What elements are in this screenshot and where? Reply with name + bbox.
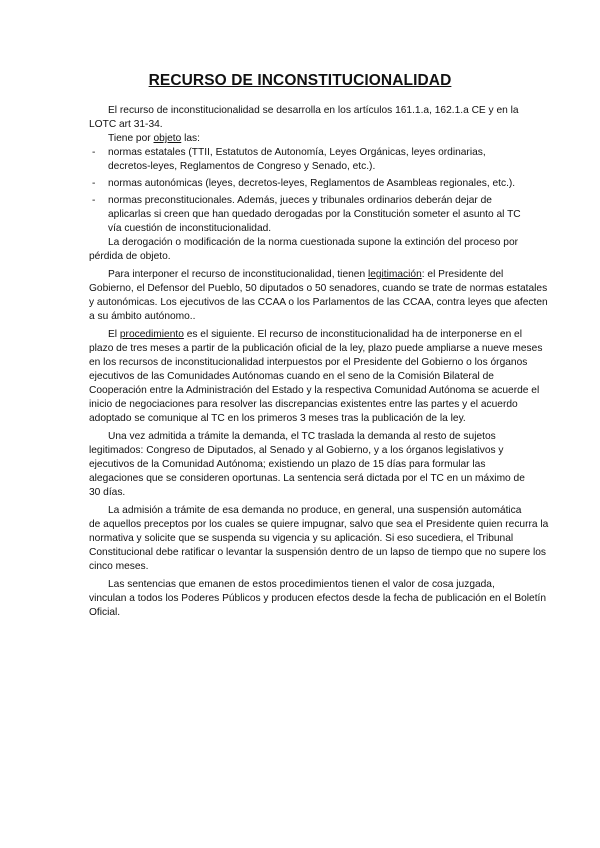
- bullet-1-line-1: normas estatales (TTII, Estatutos de Autonomía, Leyes Orgánicas, leyes ordinarias,: [108, 147, 486, 158]
- bullet-1-line-2: decretos-leyes, Reglamentos de Congreso y Senado, etc.).: [108, 161, 376, 172]
- document-title: RECURSO DE INCONSTITUCIONALIDAD: [148, 72, 452, 89]
- legitimacion-line-4: a su ámbito autónomo..: [89, 311, 196, 322]
- admision-line-2: de aquellos preceptos por los cuales se quiere impugnar, salvo que sea el Presidente quien recurra la: [89, 519, 549, 530]
- bullet-marker-1: -: [92, 147, 96, 158]
- objeto-post: las:: [181, 133, 200, 144]
- legitimacion-keyword: legitimación: [367, 269, 422, 280]
- objeto-keyword: objeto: [153, 133, 182, 144]
- bullet-3-line-3: vía cuestión de inconstitucionalidad.: [108, 223, 272, 234]
- bullet-3-line-2: aplicarlas si creen que han quedado derogadas por la Constitución someter el asunto al TC: [108, 209, 521, 220]
- sentencias-line-3: Oficial.: [89, 607, 121, 618]
- procedimiento-keyword: procedimiento: [119, 329, 184, 340]
- legitimacion-line-2: Gobierno, el Defensor del Pueblo, 50 diputados o 50 senadores, cuando se trate de normas estatales: [89, 283, 548, 294]
- intro-line-2: LOTC art 31-34.: [89, 119, 163, 130]
- admision-line-4: Constitucional debe ratificar o levantar la suspensión dentro de un lapso de tiempo que no supere los: [89, 547, 547, 558]
- legitimacion-line-1: [108, 268, 503, 282]
- procedimiento-line-4: ejecutivos de las Comunidades Autónomas cuando en el seno de la Comisión Bilateral de: [89, 371, 494, 382]
- bullet-2-line-1: normas autonómicas (leyes, decretos-leyes, Reglamentos de Asambleas regionales, etc.).: [108, 178, 516, 189]
- intro-line-1: El recurso de inconstitucionalidad se desarrolla en los artículos 161.1.a, 162.1.a CE y en la: [108, 105, 519, 116]
- procedimiento-line-5: Cooperación entre la Administración del Estado y la respectiva Comunidad Autónoma se acuerde el: [89, 385, 540, 396]
- tramite-line-5: 30 días.: [89, 487, 126, 498]
- tramite-line-2: legitimados: Congreso de Diputados, al Senado y al Gobierno, y a los órganos legislativos y: [89, 445, 504, 456]
- objeto-line: [108, 132, 200, 146]
- bullet-marker-2: -: [92, 178, 96, 189]
- tramite-line-4: alegaciones que se consideren oportunas. La sentencia será dictada por el TC en un máximo de: [89, 473, 525, 484]
- admision-line-3: normativa y solicite que se suspenda su vigencia y su aplicación. Si eso sucediera, el Tribunal: [89, 533, 514, 544]
- legitimacion-line-3: y autonómicas. Los ejecutivos de las CCAA o los Parlamentos de las CCAA, contra leyes que afecten: [89, 297, 548, 308]
- tramite-line-3: ejecutivos de la Comunidad Autónoma; existiendo un plazo de 15 días para formular las: [89, 459, 486, 470]
- procedimiento-line-3: en los recursos de inconstitucionalidad interpuestos por el Presidente del Gobierno o los órganos: [89, 357, 528, 368]
- procedimiento-line-7: adoptado se comunique al TC en los primeros 3 meses tras la publicación de la ley.: [89, 413, 466, 424]
- procedimiento-line-6: inicio de negociaciones para resolver las discrepancias existentes entre las partes y el acuerdo: [89, 399, 518, 410]
- sentencias-line-1: Las sentencias que emanen de estos procedimientos tienen el valor de cosa juzgada,: [108, 579, 495, 590]
- objeto-pre: Tiene por: [108, 133, 154, 144]
- legitimacion-post: : el Presidente del: [421, 269, 504, 280]
- tramite-line-1: Una vez admitida a trámite la demanda, el TC traslada la demanda al resto de sujetos: [108, 431, 496, 442]
- derogacion-line-2: pérdida de objeto.: [89, 251, 171, 262]
- procedimiento-pre: El: [108, 329, 120, 340]
- sentencias-line-2: vinculan a todos los Poderes Públicos y producen efectos desde la fecha de publicación en el Boletín: [89, 593, 547, 604]
- procedimiento-line-2: plazo de tres meses a partir de la publicación oficial de la ley, plazo puede ampliarse a nueve meses: [89, 343, 543, 354]
- procedimiento-line-1: [108, 328, 522, 342]
- bullet-3-line-1: normas preconstitucionales. Además, jueces y tribunales ordinarios deberán dejar de: [108, 195, 492, 206]
- admision-line-1: La admisión a trámite de esa demanda no produce, en general, una suspensión automática: [108, 505, 522, 516]
- admision-line-5: cinco meses.: [89, 561, 149, 572]
- legitimacion-pre: Para interponer el recurso de inconstitucionalidad, tienen: [108, 269, 368, 280]
- derogacion-line-1: La derogación o modificación de la norma cuestionada supone la extinción del proceso por: [108, 237, 519, 248]
- bullet-marker-3: -: [92, 195, 96, 206]
- procedimiento-post: es el siguiente. El recurso de inconstitucionalidad ha de interponerse en el: [183, 329, 522, 340]
